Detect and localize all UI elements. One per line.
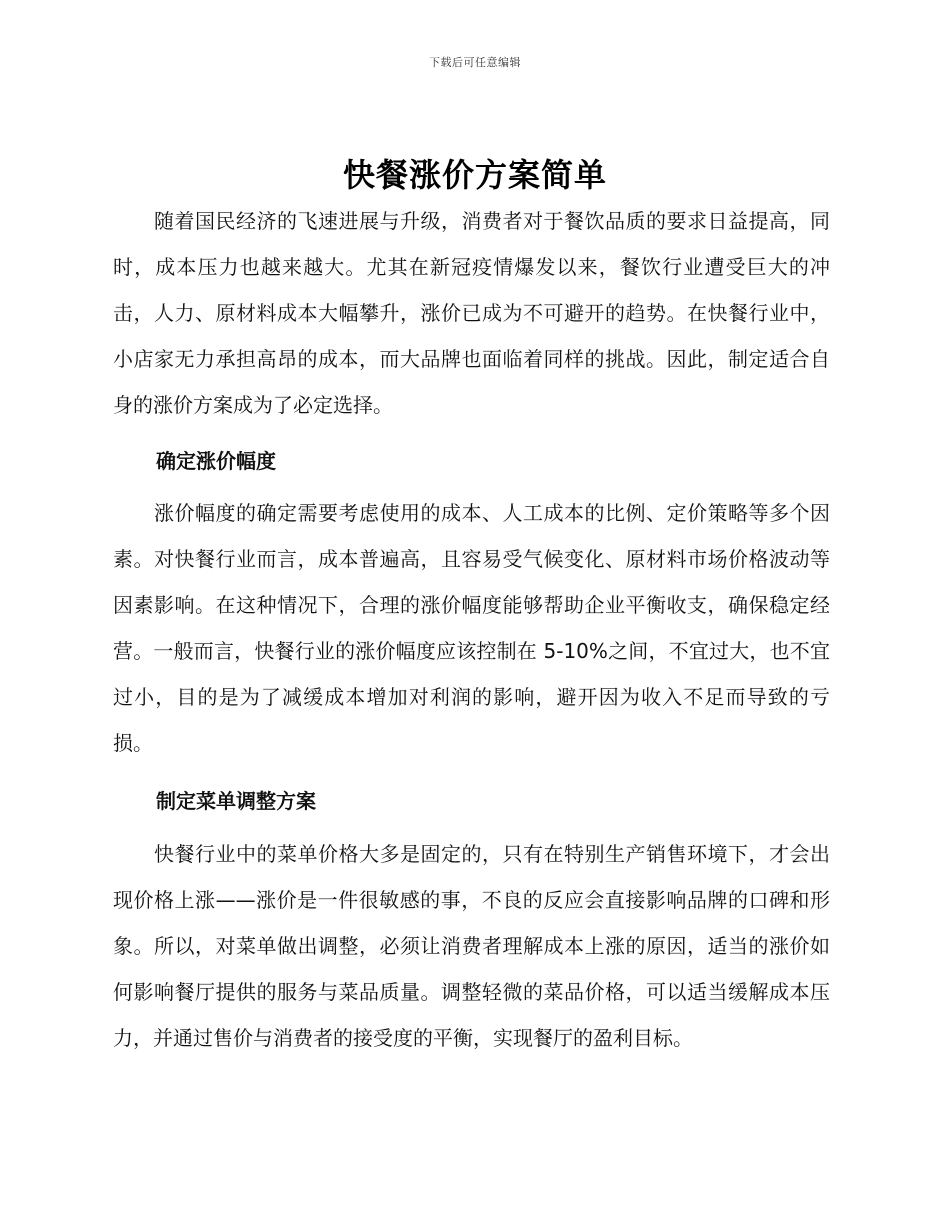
section-heading-menu-adjustment: 制定菜单调整方案 xyxy=(156,789,316,813)
section-paragraph-menu-adjustment: 快餐行业中的菜单价格大多是固定的，只有在特别生产销售环境下，才会出现价格上涨——涨价是一件很敏感的事，不良的反应会直接影响品牌的口碑和形象。所以，对菜单做出调整，必须让消费者理解成本上涨的原因，适当的涨价如何影响餐厅提供的服务与菜品质量。调整轻微的菜品价格，可以适当缓解成本压力，并通过售价与消费者的接受度的平衡，实现餐厅的盈利目标。 xyxy=(113,842,830,1050)
section-paragraph-price-range: 涨价幅度的确定需要考虑使用的成本、人工成本的比例、定价策略等多个因素。对快餐行业而言，成本普遍高，且容易受气候变化、原材料市场价格波动等因素影响。在这种情况下，合理的涨价幅度能够帮助企业平衡收支，确保稳定经营。一般而言，快餐行业的涨价幅度应该控制在 5-10%之间，不宜过大，也不宜过小，目的是为了减缓成本增加对利润的影响，避开因为收入不足而导致的亏损。 xyxy=(113,501,830,755)
page-title: 快餐涨价方案简单 xyxy=(342,156,607,194)
intro-paragraph: 随着国民经济的飞速进展与升级，消费者对于餐饮品质的要求日益提高，同时，成本压力也越来越大。尤其在新冠疫情爆发以来，餐饮行业遭受巨大的冲击，人力、原材料成本大幅攀升，涨价已成为不可避开的趋势。在快餐行业中，小店家无力承担高昂的成本，而大品牌也面临着同样的挑战。因此，制定适合自身的涨价方案成为了必定选择。 xyxy=(113,209,830,417)
section-heading-price-range: 确定涨价幅度 xyxy=(156,449,276,473)
header-note: 下载后可任意编辑 xyxy=(429,56,521,69)
